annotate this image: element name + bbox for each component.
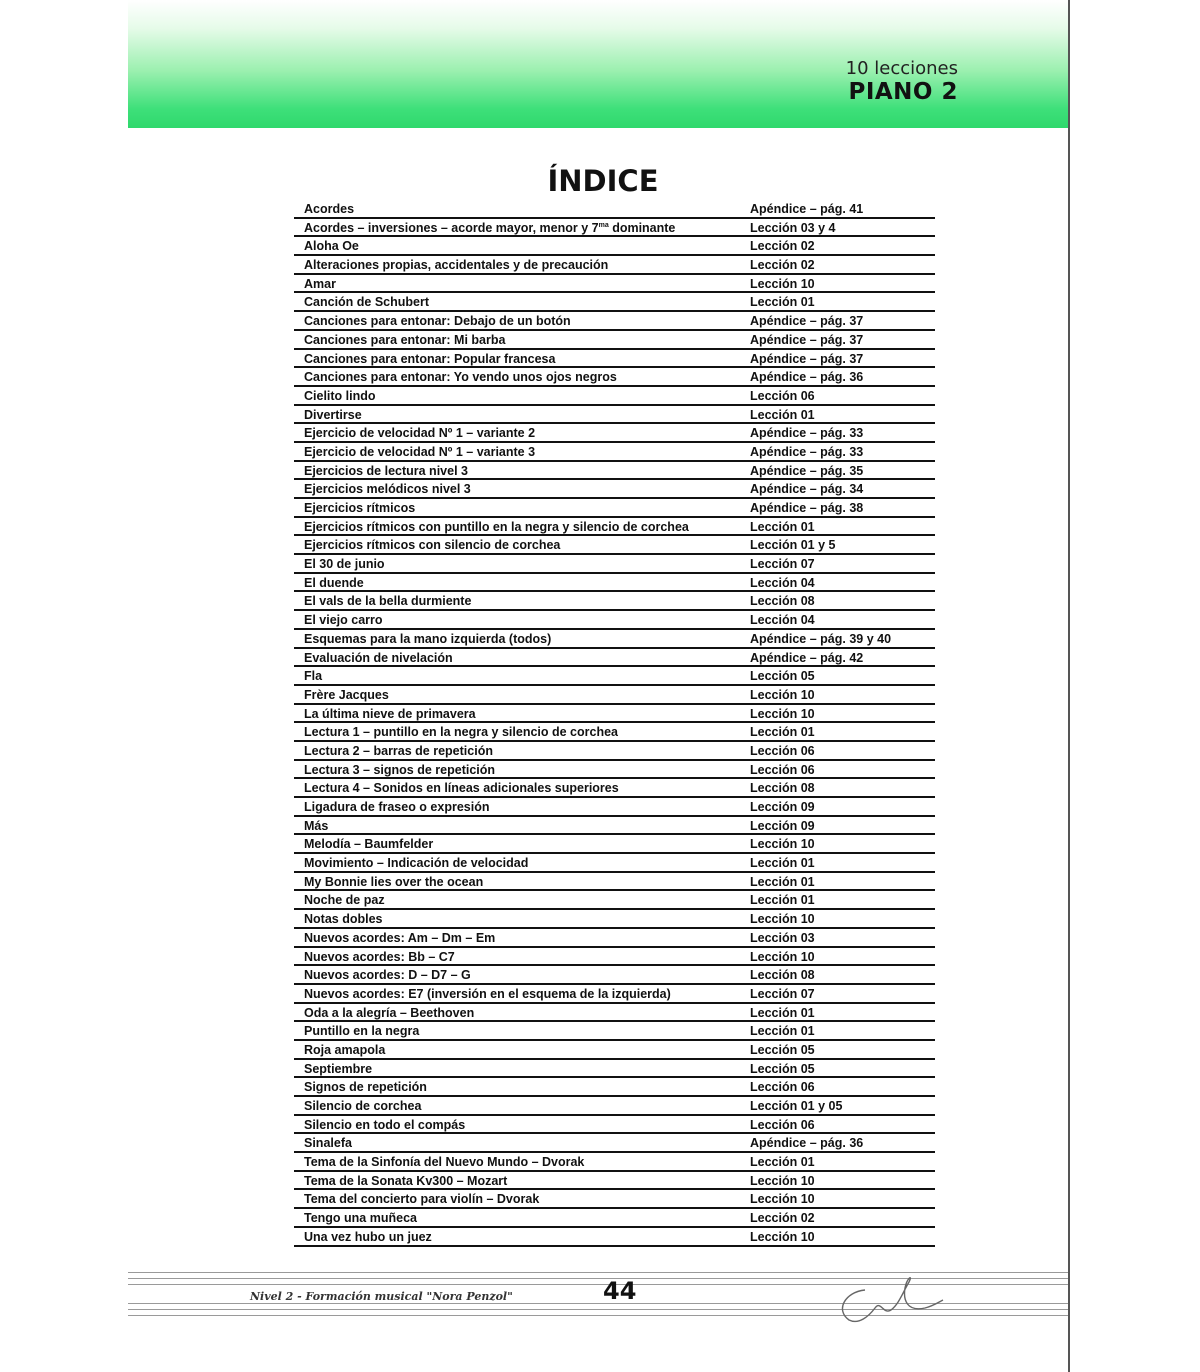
index-topic: Ejercicios melódicos nivel 3 [304,482,471,497]
index-row [294,817,935,836]
index-topic: Ejercicio de velocidad Nº 1 – variante 3 [304,444,536,459]
index-row [294,293,935,312]
signature-mark [835,1270,945,1330]
index-reference: Lección 04 [750,575,815,590]
index-topic: Canciones para entonar: Yo vendo unos ojos negros [304,370,617,385]
index-row [294,1004,935,1023]
index-reference: Apéndice – pág. 41 [750,202,864,216]
index-row [294,406,935,425]
index-reference: Apéndice – pág. 37 [750,351,864,366]
index-row [294,368,935,387]
index-reference: Apéndice – pág. 33 [750,426,864,441]
index-topic: El 30 de junio [304,557,385,572]
index-row [294,686,935,705]
index-row [294,649,935,668]
index-reference: Lección 08 [750,781,815,796]
index-reference: Lección 03 [750,930,815,945]
index-reference: Apéndice – pág. 33 [750,444,864,459]
index-topic: Tengo una muñeca [304,1211,417,1226]
index-row [294,1190,935,1209]
footer-credit: Nivel 2 - Formación musical "Nora Penzol" [250,1290,513,1303]
index-reference: Apéndice – pág. 36 [750,370,864,385]
index-reference: Lección 06 [750,1080,815,1095]
index-topic: Ejercicios rítmicos con silencio de corchea [304,538,561,553]
index-topic: Lectura 2 – barras de repetición [304,743,493,758]
index-topic: La última nieve de primavera [304,706,476,721]
index-row [294,667,935,686]
index-row [294,779,935,798]
index-row [294,312,935,331]
index-row [294,518,935,537]
index-topic: Ejercicios rítmicos [304,501,416,515]
header-title: PIANO 2 [848,79,958,105]
index-reference: Lección 01 [750,519,815,534]
index-reference: Lección 01 [750,874,815,889]
index-topic: Esquemas para la mano izquierda (todos) [304,631,552,646]
index-reference: Apéndice – pág. 37 [750,332,864,347]
index-topic: Sinalefa [304,1136,352,1151]
index-reference: Lección 05 [750,669,815,684]
index-reference: Lección 01 [750,1005,815,1020]
header-banner [128,0,1068,128]
index-row [294,1097,935,1116]
index-reference: Lección 06 [750,1117,815,1132]
index-row [294,966,935,985]
index-reference: Apéndice – pág. 37 [750,314,864,329]
index-topic: Amar [304,276,336,291]
index-reference: Lección 02 [750,1211,815,1226]
index-topic: Tema del concierto para violín – Dvorak [304,1192,540,1207]
index-topic: Canciones para entonar: Popular francesa [304,351,556,366]
index-row [294,891,935,910]
index-topic: Silencio de corchea [304,1099,422,1113]
index-row [294,798,935,817]
index-topic: Notas dobles [304,912,383,927]
index-row [294,536,935,555]
index-topic: Melodía – Baumfelder [304,837,434,852]
index-reference: Lección 01 [750,856,815,871]
index-row [294,574,935,593]
index-reference: Lección 01 [750,893,815,908]
index-reference: Lección 10 [750,949,815,964]
index-reference: Apéndice – pág. 38 [750,501,864,515]
index-row [294,630,935,649]
index-topic: Septiembre [304,1061,373,1076]
index-reference: Lección 02 [750,239,815,254]
index-reference: Lección 01 [750,1155,815,1170]
index-topic: Lectura 3 – signos de repetición [304,762,496,777]
index-row [294,237,935,256]
index-row [294,742,935,761]
index-topic: Frère Jacques [304,687,389,702]
index-row [294,854,935,873]
index-reference: Apéndice – pág. 35 [750,463,864,478]
index-row [294,835,935,854]
index-topic: Ejercicios de lectura nivel 3 [304,463,468,478]
index-topic: Signos de repetición [304,1080,427,1095]
index-row [294,219,935,238]
index-topic: Lectura 1 – puntillo en la negra y silencio de corchea [304,725,618,740]
page-number: 44 [603,1277,637,1305]
index-row [294,1041,935,1060]
index-topic: Fla [304,669,323,684]
index-topic: Alteraciones propias, accidentales y de precaución [304,258,609,273]
index-topic: Nuevos acordes: Am – Dm – Em [304,930,496,945]
index-row [294,1060,935,1079]
index-topic: Aloha Oe [304,239,359,254]
index-reference: Lección 01 y 5 [750,538,836,553]
index-topic: Movimiento – Indicación de velocidad [304,856,529,871]
index-topic: Acordes – inversiones – acorde mayor, menor y $7^{ma}$ dominante [304,220,676,235]
index-row [294,1022,935,1041]
index-topic: Ejercicio de velocidad Nº 1 – variante 2 [304,426,536,441]
index-topic: Nuevos acordes: E7 (inversión en el esquema de la izquierda) [304,986,671,1001]
index-reference: Lección 10 [750,1229,815,1244]
header-subtitle: 10 lecciones [845,58,958,79]
index-row [294,723,935,742]
index-topic: El vals de la bella durmiente [304,594,472,609]
index-topic: Acordes [304,202,355,216]
index-reference: Apéndice – pág. 34 [750,482,864,497]
index-row [294,256,935,275]
index-row [294,761,935,780]
index-topic: Evaluación de nivelación [304,650,453,665]
index-reference: Lección 10 [750,276,815,291]
index-row [294,480,935,499]
index-row [294,1134,935,1153]
index-row [294,424,935,443]
index-topic: My Bonnie lies over the ocean [304,874,484,889]
index-row [294,462,935,481]
index-reference: Lección 01 [750,725,815,740]
index-reference: Lección 08 [750,594,815,609]
index-row [294,1228,935,1247]
index-reference: Lección 10 [750,912,815,927]
index-topic: Puntillo en la negra [304,1024,420,1039]
index-row [294,873,935,892]
index-topic: Oda a la alegría – Beethoven [304,1005,475,1020]
index-reference: Lección 01 y 05 [750,1099,843,1113]
index-reference: Lección 05 [750,1042,815,1057]
index-topic: Noche de paz [304,893,385,908]
index-row [294,200,935,219]
index-reference: Apéndice – pág. 36 [750,1136,864,1151]
index-row [294,1078,935,1097]
index-topic: Ligadura de fraseo o expresión [304,800,490,814]
index-reference: Lección 03 y 4 [750,220,836,235]
index-row [294,948,935,967]
index-reference: Lección 06 [750,762,815,777]
index-row [294,592,935,611]
index-reference: Lección 01 [750,1024,815,1039]
index-reference: Lección 05 [750,1061,815,1076]
index-reference: Lección 10 [750,837,815,852]
index-topic: Canciones para entonar: Mi barba [304,332,506,347]
index-row [294,350,935,369]
index-reference: Lección 01 [750,407,815,422]
index-topic: Tema de la Sonata Kv300 – Mozart [304,1173,508,1188]
index-topic: El viejo carro [304,613,383,628]
index-reference: Lección 10 [750,706,815,721]
index-topic: Roja amapola [304,1042,386,1057]
index-row [294,910,935,929]
index-row [294,331,935,350]
index-topic: Tema de la Sinfonía del Nuevo Mundo – Dvorak [304,1155,585,1170]
index-topic: Nuevos acordes: Bb – C7 [304,949,455,964]
index-row [294,1116,935,1135]
index-reference: Lección 10 [750,1173,815,1188]
index-topic: El duende [304,575,364,590]
index-row [294,985,935,1004]
index-reference: Lección 06 [750,388,815,403]
index-topic: Canción de Schubert [304,295,430,310]
page-edge [1068,0,1070,1372]
index-row [294,1153,935,1172]
index-title: ÍNDICE [547,164,659,198]
index-table [294,200,935,1247]
index-reference: Apéndice – pág. 39 y 40 [750,631,892,646]
index-reference: Lección 10 [750,1192,815,1207]
index-row [294,443,935,462]
index-reference: Lección 02 [750,258,815,273]
index-reference: Lección 08 [750,968,815,983]
index-topic: Silencio en todo el compás [304,1117,466,1132]
index-reference: Lección 07 [750,557,815,572]
index-reference: Lección 09 [750,818,815,833]
index-row [294,1172,935,1191]
index-topic: Canciones para entonar: Debajo de un botón [304,314,571,329]
index-topic: Más [304,818,329,833]
index-topic: Una vez hubo un juez [304,1229,432,1244]
index-reference: Lección 06 [750,743,815,758]
index-reference: Lección 07 [750,986,815,1001]
index-row [294,499,935,518]
index-topic: Lectura 4 – Sonidos en líneas adicionales superiores [304,781,619,796]
index-topic: Divertirse [304,407,362,422]
index-row [294,929,935,948]
index-row [294,611,935,630]
index-reference: Lección 04 [750,613,815,628]
index-reference: Lección 10 [750,687,815,702]
index-topic: Cielito lindo [304,388,376,403]
index-topic: Ejercicios rítmicos con puntillo en la negra y silencio de corchea [304,519,689,534]
index-reference: Apéndice – pág. 42 [750,650,864,665]
index-topic: Nuevos acordes: D – D7 – G [304,968,471,983]
index-row [294,1209,935,1228]
index-row [294,275,935,294]
index-reference: Lección 09 [750,800,815,814]
index-row [294,705,935,724]
index-row [294,387,935,406]
index-row [294,555,935,574]
index-reference: Lección 01 [750,295,815,310]
